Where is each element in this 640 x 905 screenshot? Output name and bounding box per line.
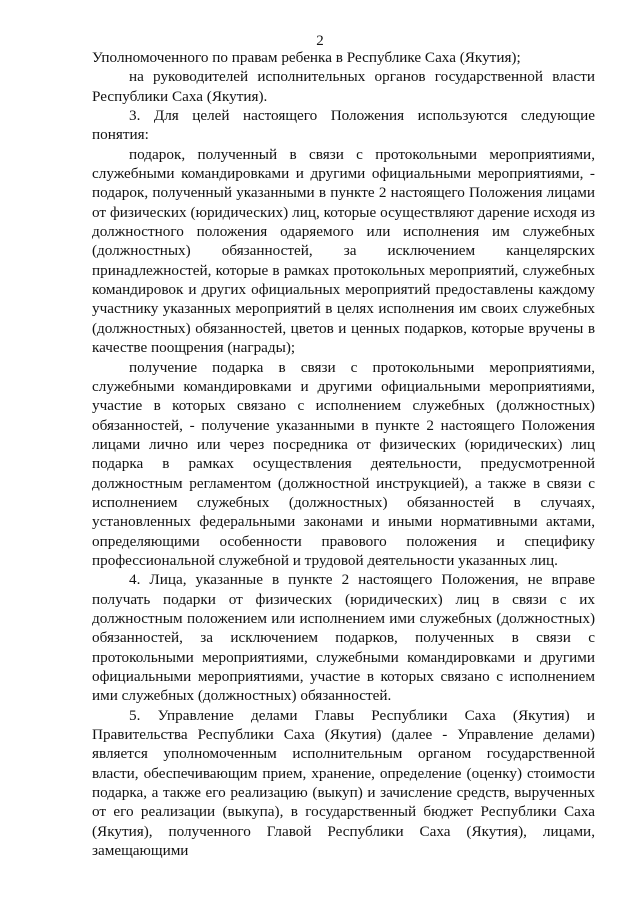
paragraph-item-3-definitions-intro: 3. Для целей настоящего Положения используются следующие понятия: — [92, 107, 595, 144]
paragraph-definition-receiving-gift: получение подарка в связи с протокольными мероприятиями, служебными командировками и другими официальными мероприятиями, участие в которых связано с исполнением служебных (должностных) обязанностей, - получение указанными в пункте 2 настоящего Положения лицами лично или через посредника от физических (юридических) лиц подарка в рамках осуществления деятельности, предусмотренной должностным регламентом (должностной инструкцией), а также в связи с исполнением служебных (должностных) обязанностей в случаях, установленных федеральными законами и иными нормативными актами, определяющими особенности правового положения и специфику профессиональной служебной и трудовой деятельности указанных лиц. — [92, 358, 595, 569]
document-body — [92, 48, 595, 860]
paragraph-definition-gift: подарок, полученный в связи с протокольными мероприятиями, служебными командировками и другими официальными мероприятиями, - подарок, полученный указанными в пункте 2 настоящего Положения лицами от физических (юридических) лиц, которые осуществляют дарение исходя из должностного положения одаряемого или исполнения им служебных (должностных) обязанностей, за исключением канцелярских принадлежностей, которые в рамках протокольных мероприятий, служебных командировок и других официальных мероприятий предоставлены каждому участнику указанных мероприятий в целях исполнения им своих служебных (должностных) обязанностей, цветов и ценных подарков, которые вручены в качестве поощрения (награды); — [92, 145, 595, 357]
paragraph-item-4: 4. Лица, указанные в пункте 2 настоящего Положения, не вправе получать подарки от физических (юридических) лиц в связи с их должностным положением или исполнением ими служебных (должностных) обязанностей, за исключением подарков, полученных в связи с протокольными мероприятиями, служебными командировками и другими официальными мероприятиями, участие в которых связано с исполнением ими служебных (должностных) обязанностей. — [92, 571, 595, 705]
page-number: 2 — [316, 33, 324, 49]
paragraph-ombudsman-continuation: Уполномоченного по правам ребенка в Республике Саха (Якутия); — [92, 49, 521, 66]
paragraph-executive-heads: на руководителей исполнительных органов государственной власти Республики Саха (Якутия). — [92, 68, 595, 105]
paragraph-item-5: 5. Управление делами Главы Республики Саха (Якутия) и Правительства Республики Саха (Якутия) (далее - Управление делами) является уполномоченным исполнительным органом государственной власти, обеспечивающим прием, хранение, определение (оценку) стоимости подарка, а также его реализацию (выкуп) и зачисление средств, вырученных от его реализации (выкупа), в государственный бюджет Республики Саха (Якутия), полученного Главой Республики Саха (Якутия), лицами, замещающими — [92, 706, 595, 860]
